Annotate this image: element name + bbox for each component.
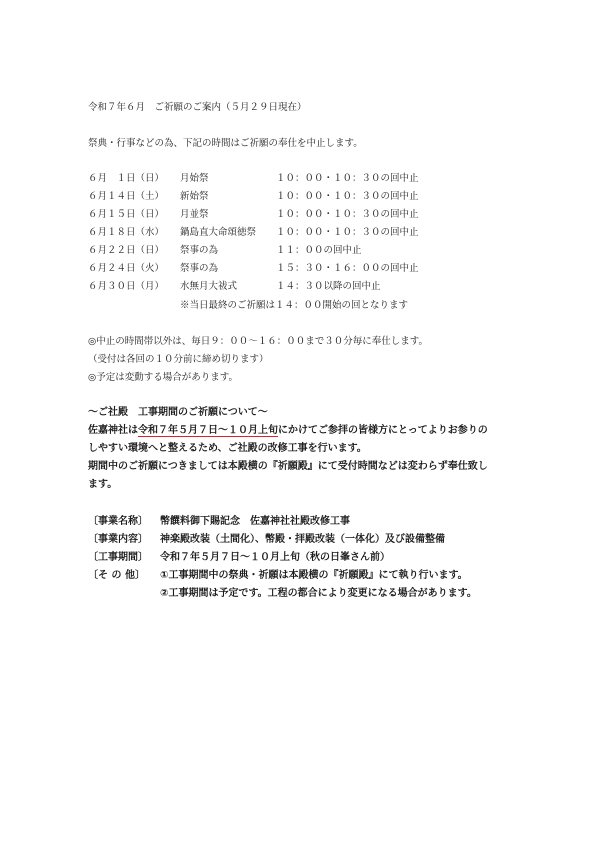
schedule-time: １０：００・１０：３０の回中止 (276, 173, 419, 184)
schedule-row (88, 226, 448, 240)
schedule-event: 水無月大祓式 (180, 281, 238, 292)
schedule-date: ６月２４日（火） (88, 263, 165, 274)
detail-label: 〔そ の 他〕 (88, 570, 145, 581)
schedule-note: ※当日最終のご祈願は１４：００開始の回となります (180, 300, 409, 311)
intro-text: 祭典・行事などの為、下記の時間はご祈願の奉仕を中止します。 (88, 138, 363, 149)
page-title: 令和７年６月 ご祈願のご案内（５月２９日現在） (88, 102, 307, 113)
schedule-event: 月始祭 (180, 173, 209, 184)
schedule-date: ６月 １日（日） (88, 173, 165, 184)
schedule-date: ６月１４日（土） (88, 191, 165, 202)
notes-line-2: （受付は各回の１０分前に締め切ります） (88, 354, 269, 365)
schedule-event: 鍋島直大命頌徳祭 (180, 227, 257, 238)
schedule-time: １５：３０・１６：００の回中止 (276, 263, 419, 274)
schedule-event: 祭事の為 (180, 245, 219, 256)
detail-value: ②工事期間は予定です。工程の都合により変更になる場合があります。 (160, 588, 477, 599)
schedule-event: 祭事の為 (180, 263, 219, 274)
schedule-time: １１：００の回中止 (276, 245, 362, 256)
schedule-row (88, 208, 448, 222)
schedule-event: 月並祭 (180, 209, 209, 220)
detail-label: 〔工事期間〕 (88, 552, 148, 563)
construction-period-highlight: 令和７年５月７日～１０月上旬 (138, 425, 278, 436)
construction-paragraph-2-line-1: 期間中のご祈願につきましては本殿横の『祈願殿』にて受付時間などは変わらず奉仕致し (88, 461, 488, 472)
schedule-row (88, 190, 448, 204)
notes-line-1: ◎中止の時間帯以外は、毎日９：００～１６：００まで３０分毎に奉仕します。 (88, 336, 429, 347)
schedule-time: １０：００・１０：３０の回中止 (276, 227, 419, 238)
detail-value: 神楽殿改装（土間化）、幣殿・拝殿改装（一体化）及び設備整備 (160, 534, 445, 545)
construction-paragraph-2-line-2: ます。 (88, 479, 118, 490)
construction-paragraph-1-line-2: しやすい環境へと整えるため、ご社殿の改修工事を行います。 (88, 443, 367, 454)
construction-text: 佐嘉神社は (88, 425, 138, 436)
schedule-time: １０：００・１０：３０の回中止 (276, 209, 419, 220)
schedule-date: ６月３０日（月） (88, 281, 165, 292)
detail-label: 〔事業内容〕 (88, 534, 148, 545)
schedule-time: １０：００・１０：３０の回中止 (276, 191, 419, 202)
construction-paragraph-1-line-1 (88, 425, 488, 437)
detail-value: 幣饌料御下賜記念 佐嘉神社社殿改修工事 (160, 516, 350, 527)
schedule-row (88, 280, 448, 294)
schedule-date: ６月１５日（日） (88, 209, 165, 220)
construction-heading: ～ご社殿 工事期間のご祈願について～ (88, 407, 268, 418)
schedule-row (88, 262, 448, 276)
notes-line-3: ◎予定は変動する場合があります。 (88, 372, 239, 383)
schedule-time: １４：３０以降の回中止 (276, 281, 381, 292)
schedule-date: ６月２２日（日） (88, 245, 165, 256)
schedule-date: ６月１８日（水） (88, 227, 165, 238)
schedule-row (88, 244, 448, 258)
schedule-event: 新始祭 (180, 191, 209, 202)
construction-text: にかけてご参拝の皆様方にとってよりお参りの (278, 425, 488, 436)
detail-value: 令和７年５月７日～１０月上旬（秋の日峯さん前） (160, 552, 390, 563)
schedule-row (88, 172, 448, 186)
detail-value: ①工事期間中の祭典・祈願は本殿横の『祈願殿』にて執り行います。 (160, 570, 468, 581)
detail-label: 〔事業名称〕 (88, 516, 148, 527)
